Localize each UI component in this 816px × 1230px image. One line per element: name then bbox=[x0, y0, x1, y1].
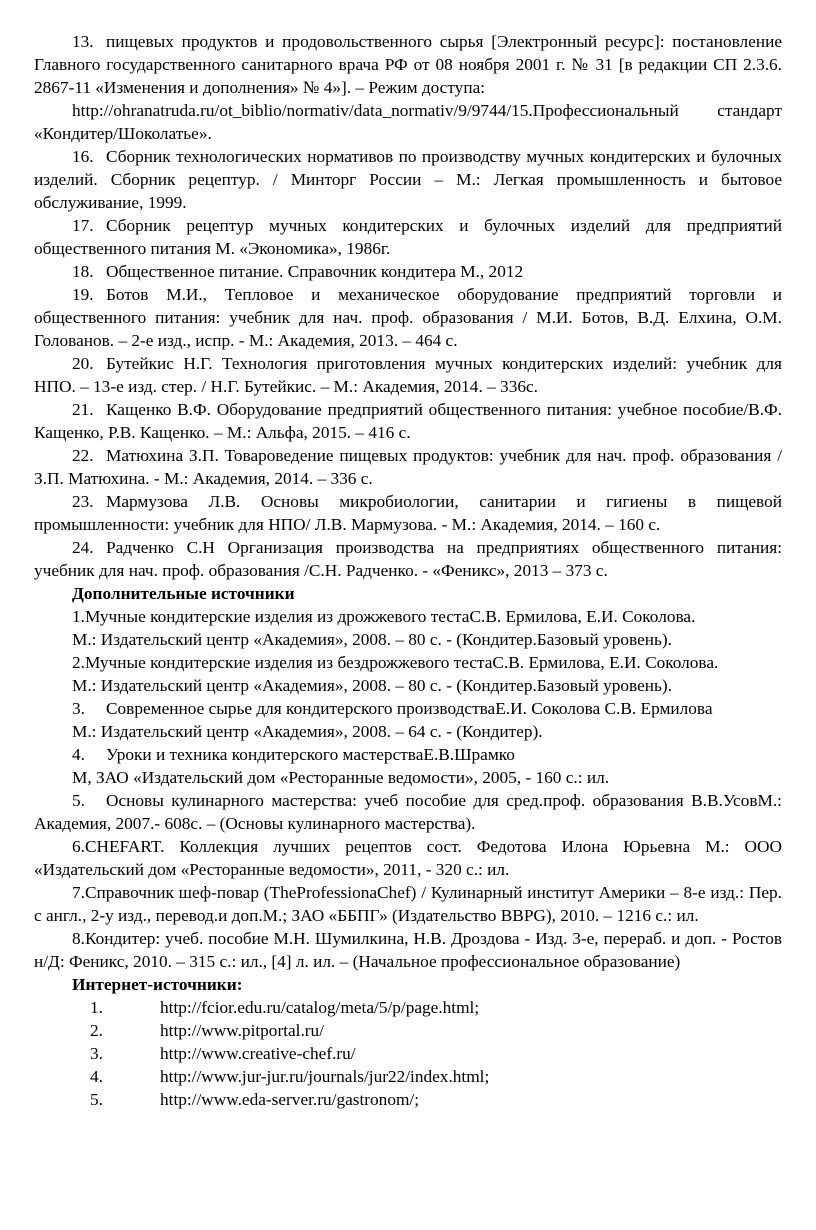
reference-text: Сборник рецептур мучных кондитерских и булочных изделий для предприятий общественного питания М. «Экономика», 1986г. bbox=[34, 216, 782, 258]
reference-number: 17. bbox=[72, 216, 94, 235]
reference-number: 21. bbox=[72, 400, 94, 419]
internet-link[interactable]: http://www.pitportal.ru/ bbox=[160, 1021, 324, 1040]
additional-source-text: М, ЗАО «Издательский дом «Ресторанные ведомости», 2005, - 160 с.: ил. bbox=[72, 768, 610, 787]
additional-source-publisher bbox=[34, 766, 782, 789]
additional-source-item bbox=[34, 789, 782, 835]
additional-source-text: Современное сырье для кондитерского производстваЕ.И. Соколова С.В. Ермилова bbox=[106, 699, 713, 718]
reference-url-paragraph bbox=[34, 99, 782, 145]
link-number: 5. bbox=[90, 1090, 103, 1109]
reference-paragraph bbox=[34, 30, 782, 99]
additional-source-text: М.: Издательский центр «Академия», 2008. – 80 с. - (Кондитер.Базовый уровень). bbox=[72, 676, 672, 695]
reference-text: Кащенко В.Ф. Оборудование предприятий общественного питания: учебное пособие/В.Ф. Кащенко, Р.В. Кащенко. – М.: Альфа, 2015. – 416 с. bbox=[34, 400, 782, 442]
reference-number: 18. bbox=[72, 262, 94, 281]
additional-sources-heading: Дополнительные источники bbox=[72, 584, 295, 603]
reference-paragraph bbox=[34, 352, 782, 398]
reference-paragraph bbox=[34, 214, 782, 260]
list-item bbox=[34, 1042, 782, 1065]
list-item bbox=[34, 1019, 782, 1042]
reference-paragraph bbox=[34, 260, 782, 283]
additional-source-item bbox=[34, 605, 782, 628]
link-number: 2. bbox=[90, 1021, 103, 1040]
reference-paragraph bbox=[34, 536, 782, 582]
additional-source-publisher bbox=[34, 720, 782, 743]
additional-source-text: Основы кулинарного мастерства: учеб пособие для сред.проф. образования В.В.УсовМ.: Академия, 2007.- 608с. – (Основы кулинарного мастерства). bbox=[34, 791, 782, 833]
reference-paragraph bbox=[34, 444, 782, 490]
reference-paragraph bbox=[34, 398, 782, 444]
additional-source-text: 1.Мучные кондитерские изделия из дрожжевого тестаС.В. Ермилова, Е.И. Соколова. bbox=[72, 607, 696, 626]
reference-number: 16. bbox=[72, 147, 94, 166]
link-number: 3. bbox=[90, 1044, 103, 1063]
reference-text: пищевых продуктов и продовольственного сырья [Электронный ресурс]: постановление Главного государственного санитарного врача РФ от 08 ноября 2001 г. № 31 [в редакции СП 2.3.6. 2867-11 «Изменения и дополнения» № 4»]. – Режим доступа: bbox=[34, 32, 782, 97]
internet-link[interactable]: http://fcior.edu.ru/catalog/meta/5/p/page.html; bbox=[160, 998, 480, 1017]
reference-number: 13. bbox=[72, 32, 94, 51]
additional-source-number: 3. bbox=[72, 699, 85, 718]
reference-url-text: http://ohranatruda.ru/ot_biblio/normativ/data_normativ/9/9744/15.Профессиональный стандарт «Кондитер/Шоколатье». bbox=[34, 101, 782, 143]
reference-text: Сборник технологических нормативов по производству мучных кондитерских и булочных изделий. Сборник рецептур. / Минторг России – М.: Легкая промышленность и бытовое обслуживание, 1999. bbox=[34, 147, 782, 212]
additional-source-item bbox=[34, 651, 782, 674]
list-item bbox=[34, 1088, 782, 1111]
reference-text: Мармузова Л.В. Основы микробиологии, санитарии и гигиены в пищевой промышленности: учебник для НПО/ Л.В. Мармузова. - М.: Академия, 2014. – 160 с. bbox=[34, 492, 782, 534]
internet-sources-heading: Интернет-источники: bbox=[72, 975, 243, 994]
additional-source-text: М.: Издательский центр «Академия», 2008. – 64 с. - (Кондитер). bbox=[72, 722, 543, 741]
reference-number: 22. bbox=[72, 446, 94, 465]
link-number: 4. bbox=[90, 1067, 103, 1086]
internet-link[interactable]: http://www.creative-chef.ru/ bbox=[160, 1044, 356, 1063]
additional-source-text: 6.CHEFART. Коллекция лучших рецептов сост. Федотова Илона Юрьевна М.: ООО «Издательский дом «Ресторанные ведомости», 2011, - 320 с.: ил. bbox=[34, 837, 782, 879]
additional-source-publisher bbox=[34, 674, 782, 697]
additional-source-item bbox=[34, 835, 782, 881]
additional-source-item bbox=[34, 697, 782, 720]
additional-source-text: 8.Кондитер: учеб. пособие М.Н. Шумилкина, Н.В. Дроздова - Изд. 3-е, перераб. и доп. - Ростов н/Д: Феникс, 2010. – 315 с.: ил., [4] л. ил. – (Начальное профессиональное образование) bbox=[34, 929, 782, 971]
reference-number: 24. bbox=[72, 538, 94, 557]
reference-text: Бутейкис Н.Г. Технология приготовления мучных кондитерских изделий: учебник для НПО. – 13-е изд. стер. / Н.Г. Бутейкис. – М.: Академия, 2014. – 336с. bbox=[34, 354, 782, 396]
additional-source-number: 5. bbox=[72, 791, 85, 810]
additional-source-text: 2.Мучные кондитерские изделия из бездрожжевого тестаС.В. Ермилова, Е.И. Соколова. bbox=[72, 653, 719, 672]
additional-source-item bbox=[34, 881, 782, 927]
additional-source-publisher bbox=[34, 628, 782, 651]
reference-number: 19. bbox=[72, 285, 94, 304]
reference-text: Матюхина З.П. Товароведение пищевых продуктов: учебник для нач. проф. образования / З.П. Матюхина. - М.: Академия, 2014. – 336 с. bbox=[34, 446, 782, 488]
reference-text: Общественное питание. Справочник кондитера М., 2012 bbox=[106, 262, 524, 281]
reference-paragraph bbox=[34, 283, 782, 352]
reference-number: 20. bbox=[72, 354, 94, 373]
internet-link[interactable]: http://www.eda-server.ru/gastronom/; bbox=[160, 1090, 419, 1109]
additional-source-item bbox=[34, 743, 782, 766]
list-item bbox=[34, 996, 782, 1019]
reference-paragraph bbox=[34, 145, 782, 214]
reference-text: Ботов М.И., Тепловое и механическое оборудование предприятий торговли и общественного питания: учебник для нач. проф. образования / М.И. Ботов, В.Д. Елхина, О.М. Голованов. – 2-е изд., испр. - М.: Академия, 2013. – 464 с. bbox=[34, 285, 782, 350]
additional-source-item bbox=[34, 927, 782, 973]
reference-paragraph bbox=[34, 490, 782, 536]
additional-source-text: Уроки и техника кондитерского мастерстваЕ.В.Шрамко bbox=[106, 745, 515, 764]
reference-text: Радченко С.Н Организация производства на предприятиях общественного питания: учебник для нач. проф. образования /С.Н. Радченко. - «Феникс», 2013 – 373 с. bbox=[34, 538, 782, 580]
link-number: 1. bbox=[90, 998, 103, 1017]
list-item bbox=[34, 1065, 782, 1088]
additional-source-number: 4. bbox=[72, 745, 85, 764]
additional-source-text: М.: Издательский центр «Академия», 2008. – 80 с. - (Кондитер.Базовый уровень). bbox=[72, 630, 672, 649]
additional-source-text: 7.Справочник шеф-повар (TheProfessionaChef) / Кулинарный институт Америки – 8-е изд.: Пер. с англ., 2-у изд., перевод.и доп.М.; ЗАО «ББПГ» (Издательство BBPG), 2010. – 1216 с.: ил. bbox=[34, 883, 782, 925]
internet-link[interactable]: http://www.jur-jur.ru/journals/jur22/index.html; bbox=[160, 1067, 490, 1086]
reference-number: 23. bbox=[72, 492, 94, 511]
